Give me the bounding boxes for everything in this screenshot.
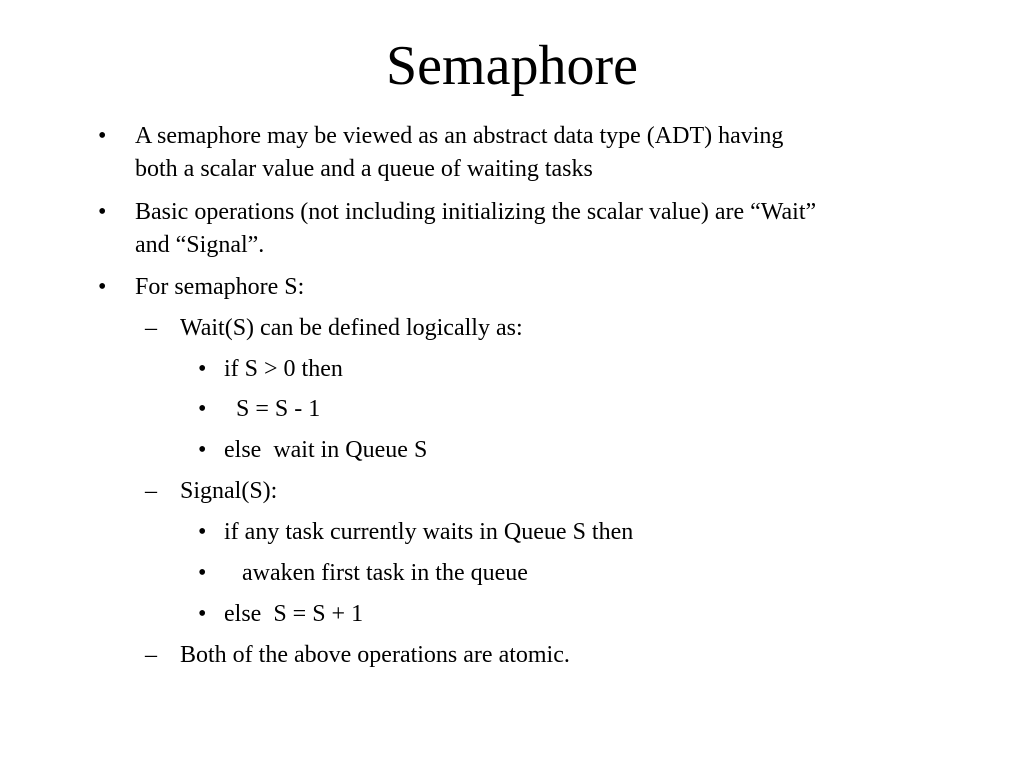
signal-step-2: awaken first task in the queue <box>224 560 528 586</box>
bullet-icon: • <box>198 356 207 382</box>
dash-icon: – <box>145 315 157 341</box>
dash-icon: – <box>145 478 157 504</box>
bullet-icon: • <box>98 199 107 225</box>
signal-step-1: if any task currently waits in Queue S then <box>224 519 634 545</box>
wait-label: Wait(S) can be defined logically as: <box>180 315 523 341</box>
wait-step-3: else wait in Queue S <box>224 437 428 463</box>
bullet-icon: • <box>98 274 107 300</box>
slide-title: Semaphore <box>386 35 638 97</box>
signal-step-3: else S = S + 1 <box>224 601 364 627</box>
wait-step-2: S = S - 1 <box>224 396 321 422</box>
dash-icon: – <box>145 642 157 668</box>
bullet-2-line-1: Basic operations (not including initializing the scalar value) are “Wait” <box>135 199 817 225</box>
bullet-icon: • <box>198 601 207 627</box>
wait-step-1: if S > 0 then <box>224 356 343 382</box>
bullet-2-line-2: and “Signal”. <box>135 232 265 258</box>
bullet-icon: • <box>198 437 207 463</box>
bullet-3-line-1: For semaphore S: <box>135 274 305 300</box>
bullet-1-line-2: both a scalar value and a queue of waiting tasks <box>135 156 593 182</box>
signal-label: Signal(S): <box>180 478 278 504</box>
bullet-icon: • <box>198 519 207 545</box>
atomic-note: Both of the above operations are atomic. <box>180 642 570 668</box>
bullet-icon: • <box>198 560 207 586</box>
bullet-1-line-1: A semaphore may be viewed as an abstract data type (ADT) having <box>135 123 784 149</box>
bullet-icon: • <box>198 396 207 422</box>
bullet-icon: • <box>98 123 107 149</box>
